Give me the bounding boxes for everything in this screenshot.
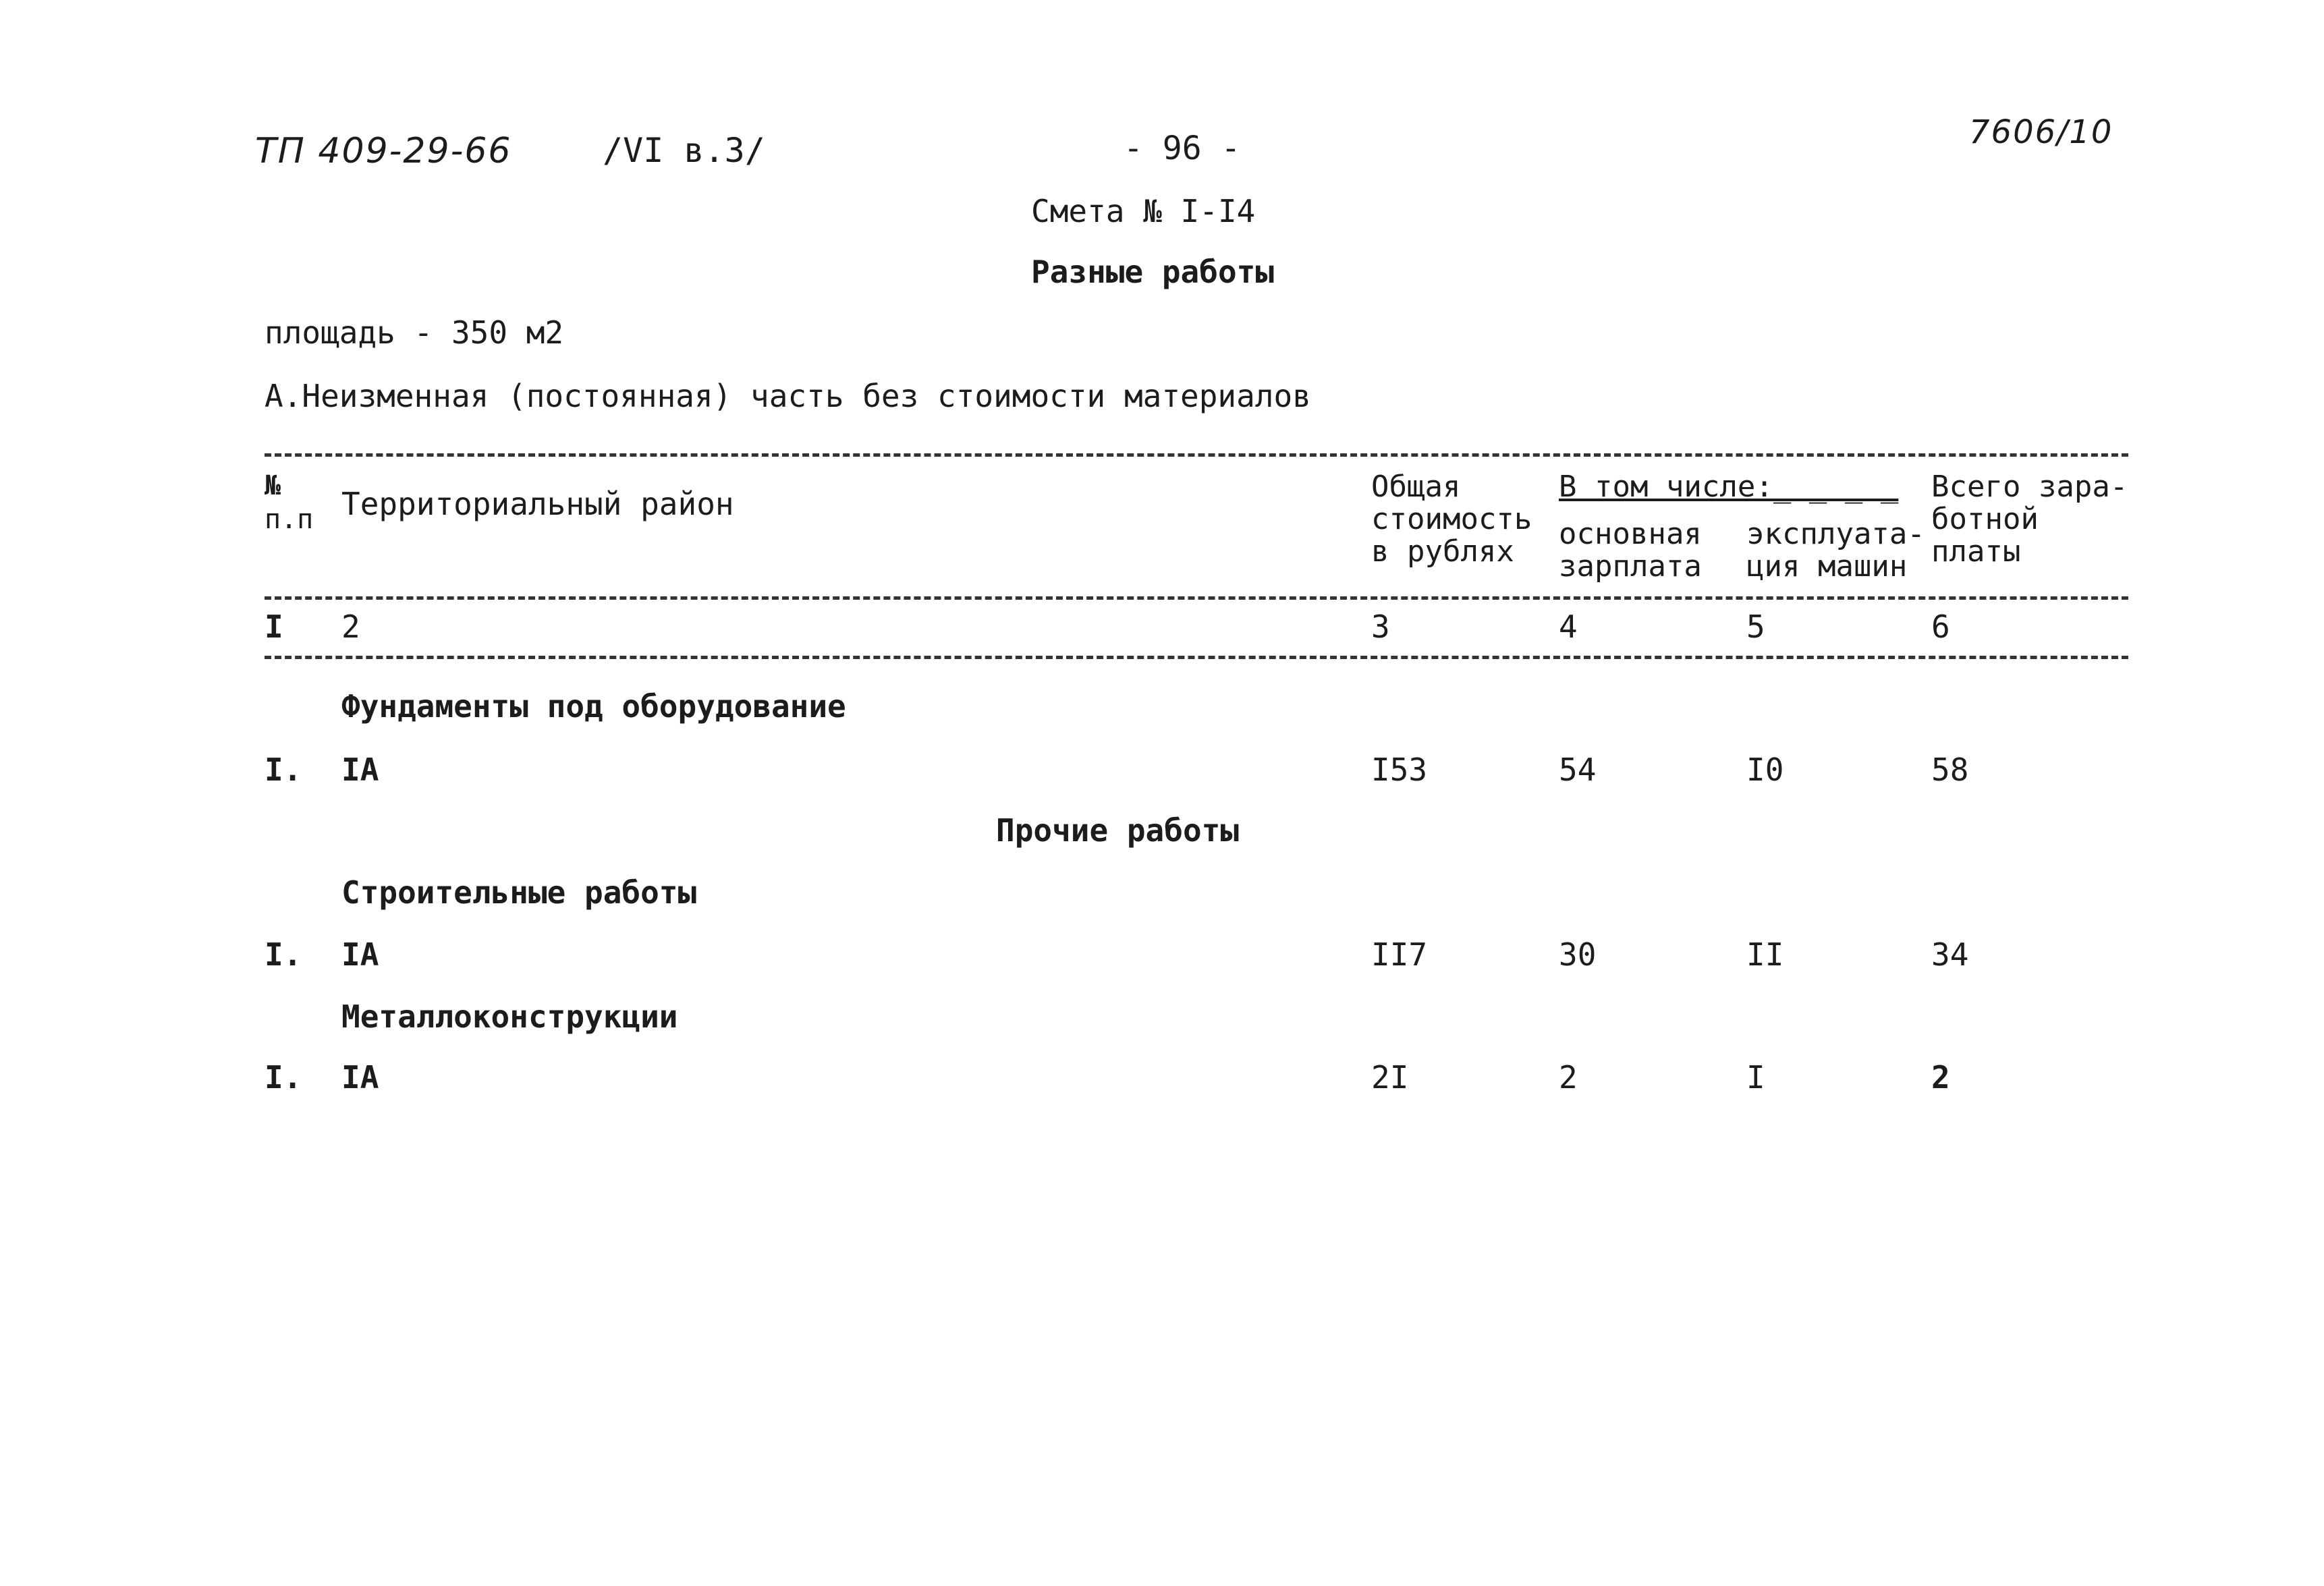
section-heading: А.Неизменная (постоянная) часть без стоимости материалов <box>265 378 1311 414</box>
project-code: ТП 409-29-66 <box>255 131 512 171</box>
col-number-2: 2 <box>341 608 360 645</box>
estimate-title: Смета № I-I4 <box>1031 193 1256 229</box>
col-number-6: 6 <box>1931 608 1950 645</box>
row-district: IA <box>341 936 379 973</box>
group-title-construction: Строительные работы <box>341 874 697 911</box>
row-total: I53 <box>1371 752 1428 788</box>
header-total-wage-1: Всего зара- <box>1931 470 2128 504</box>
work-type-title: Разные работы <box>1031 254 1275 290</box>
header-total-wage-3: платы <box>1931 534 2021 569</box>
header-including: В том числе:_ _ _ _ <box>1559 470 1899 504</box>
group-title-foundations: Фундаменты под оборудование <box>341 688 846 725</box>
group-title-other-works: Прочие работы <box>996 812 1240 849</box>
group-title-metal-structures: Металлоконструкции <box>341 998 678 1035</box>
table-top-rule <box>265 453 2128 457</box>
col-number-5: 5 <box>1746 608 1765 645</box>
col-number-1: I <box>265 608 283 645</box>
row-basic-wage: 54 <box>1559 752 1597 788</box>
header-machine-2: ция машин <box>1746 549 1908 584</box>
row-total-wage: 34 <box>1931 936 1969 973</box>
header-total-wage-2: ботной <box>1931 502 2039 536</box>
header-total-2: стоимость <box>1371 502 1532 536</box>
col-number-3: 3 <box>1371 608 1390 645</box>
volume-label: /VI в.3/ <box>603 131 765 170</box>
row-machine: I <box>1746 1059 1765 1096</box>
row-machine: II <box>1746 936 1784 973</box>
row-num: I. <box>265 936 302 973</box>
row-basic-wage: 2 <box>1559 1059 1578 1096</box>
col-number-4: 4 <box>1559 608 1578 645</box>
row-total: 2I <box>1371 1059 1409 1096</box>
row-total-wage: 2 <box>1931 1059 1950 1096</box>
row-num: I. <box>265 1059 302 1096</box>
row-district: IA <box>341 752 379 788</box>
header-basic-wage-2: зарплата <box>1559 549 1702 584</box>
column-numbers-rule <box>265 656 2128 659</box>
row-total: II7 <box>1371 936 1428 973</box>
header-basic-wage-1: основная <box>1559 517 1702 551</box>
row-district: IA <box>341 1059 379 1096</box>
header-total-1: Общая <box>1371 470 1461 504</box>
archive-code: 7606/10 <box>1969 113 2113 151</box>
page-number: - 96 - <box>1124 130 1241 167</box>
header-rule <box>265 596 2128 600</box>
row-total-wage: 58 <box>1931 752 1969 788</box>
header-num-2: п.п <box>265 504 314 535</box>
area-label: площадь - 350 м2 <box>265 314 564 351</box>
row-num: I. <box>265 752 302 788</box>
header-machine-1: эксплуата- <box>1746 517 1925 551</box>
row-machine: I0 <box>1746 752 1784 788</box>
header-num-1: № <box>265 470 281 501</box>
header-total-3: в рублях <box>1371 534 1514 569</box>
header-district: Территориальный район <box>341 486 734 522</box>
row-basic-wage: 30 <box>1559 936 1597 973</box>
